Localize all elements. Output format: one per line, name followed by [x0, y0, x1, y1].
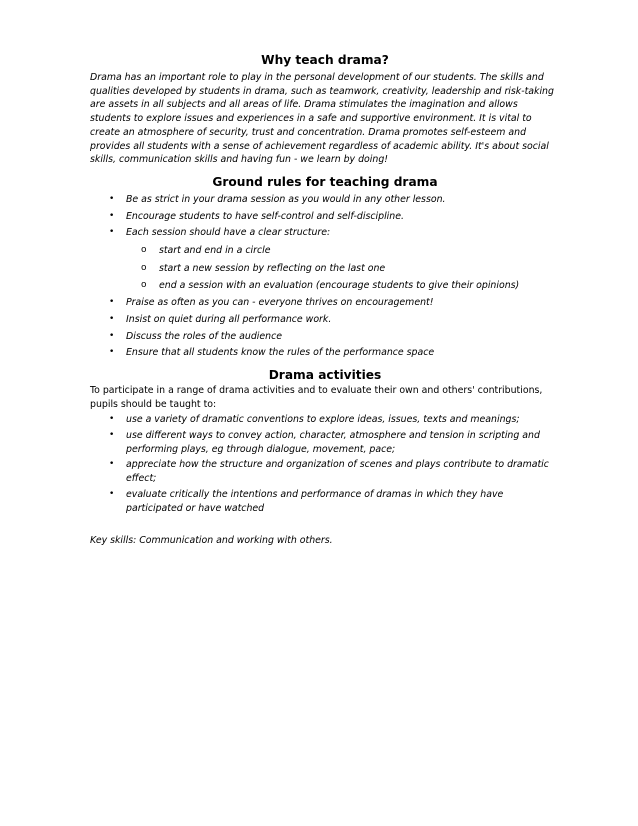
list-item [90, 210, 560, 224]
drama-activities-intro: To participate in a range of drama activities and to evaluate their own and others' contributions, pupils should be taught to: [90, 384, 543, 410]
sublist-item [126, 279, 560, 293]
list-item [90, 193, 560, 207]
bullet-icon: • [109, 459, 115, 470]
circle-bullet-icon: o [141, 280, 147, 291]
bullet-icon: • [109, 330, 115, 341]
list-item [90, 313, 560, 327]
list-item [90, 296, 560, 310]
list-item-text: appreciate how the structure and organization of scenes and plays contribute to dramatic effect; [126, 459, 549, 485]
why-teach-drama-paragraph: Drama has an important role to play in the personal development of our students. The skills and qualities developed by students in drama, such as teamwork, creativity, leadership and risk-taking are assets in all subjects and all areas of life. Drama stimulates the imagination and allows students to explore issues and experiences in a safe and supportive environment. It is vital to create an atmosphere of security, trust and concentration. Drama promotes self-esteem and provides all students with a sense of achievement regardless of academic ability. It's about social skills, communication skills and having fun - we learn by doing! [90, 72, 554, 166]
sublist-item-text: start a new session by reflecting on the last one [159, 262, 386, 274]
list-item-text: Praise as often as you can - everyone thrives on encouragement! [126, 297, 434, 309]
list-item [90, 226, 560, 293]
list-item [90, 413, 560, 427]
bullet-icon: • [109, 193, 115, 204]
list-item [90, 330, 560, 344]
list-item-text: Insist on quiet during all performance work. [126, 313, 332, 325]
list-item [90, 488, 560, 515]
circle-bullet-icon: o [141, 262, 147, 273]
list-item [90, 429, 560, 456]
bullet-icon: • [109, 227, 115, 238]
list-item-text: Each session should have a clear structure: [126, 227, 331, 239]
drama-activities-list [90, 413, 560, 515]
bullet-icon: • [109, 414, 115, 425]
list-item-text: evaluate critically the intentions and performance of dramas in which they have participated or have watched [126, 488, 504, 514]
heading-ground-rules: Ground rules for teaching drama [212, 174, 438, 189]
bullet-icon: • [109, 347, 115, 358]
list-item-text: Encourage students to have self-control and self-discipline. [126, 210, 404, 222]
heading-drama-activities: Drama activities [268, 367, 382, 382]
sublist-item [126, 244, 560, 258]
list-item [90, 346, 560, 360]
list-item-text: use a variety of dramatic conventions to explore ideas, issues, texts and meanings; [126, 414, 520, 426]
key-skills-note: Key skills: Communication and working with others. [90, 535, 333, 547]
bullet-icon: • [109, 430, 115, 441]
list-item [90, 458, 560, 485]
bullet-icon: • [109, 313, 115, 324]
list-item-text: use different ways to convey action, character, atmosphere and tension in scripting and performing plays, eg through dialogue, movement, pace; [126, 430, 540, 455]
list-item-text: Be as strict in your drama session as you would in any other lesson. [126, 193, 446, 205]
circle-bullet-icon: o [141, 245, 147, 256]
ground-rules-list [90, 193, 560, 360]
heading-why-teach-drama: Why teach drama? [261, 53, 389, 67]
list-item-text: Discuss the roles of the audience [126, 330, 283, 342]
bullet-icon: • [109, 488, 115, 499]
list-item-text: Ensure that all students know the rules of the performance space [126, 347, 435, 359]
bullet-icon: • [109, 210, 115, 221]
session-structure-sublist [126, 244, 560, 293]
bullet-icon: • [109, 297, 115, 308]
sublist-item [126, 262, 560, 276]
sublist-item-text: end a session with an evaluation (encourage students to give their opinions) [159, 280, 520, 292]
sublist-item-text: start and end in a circle [159, 245, 271, 257]
document-page [90, 52, 560, 548]
